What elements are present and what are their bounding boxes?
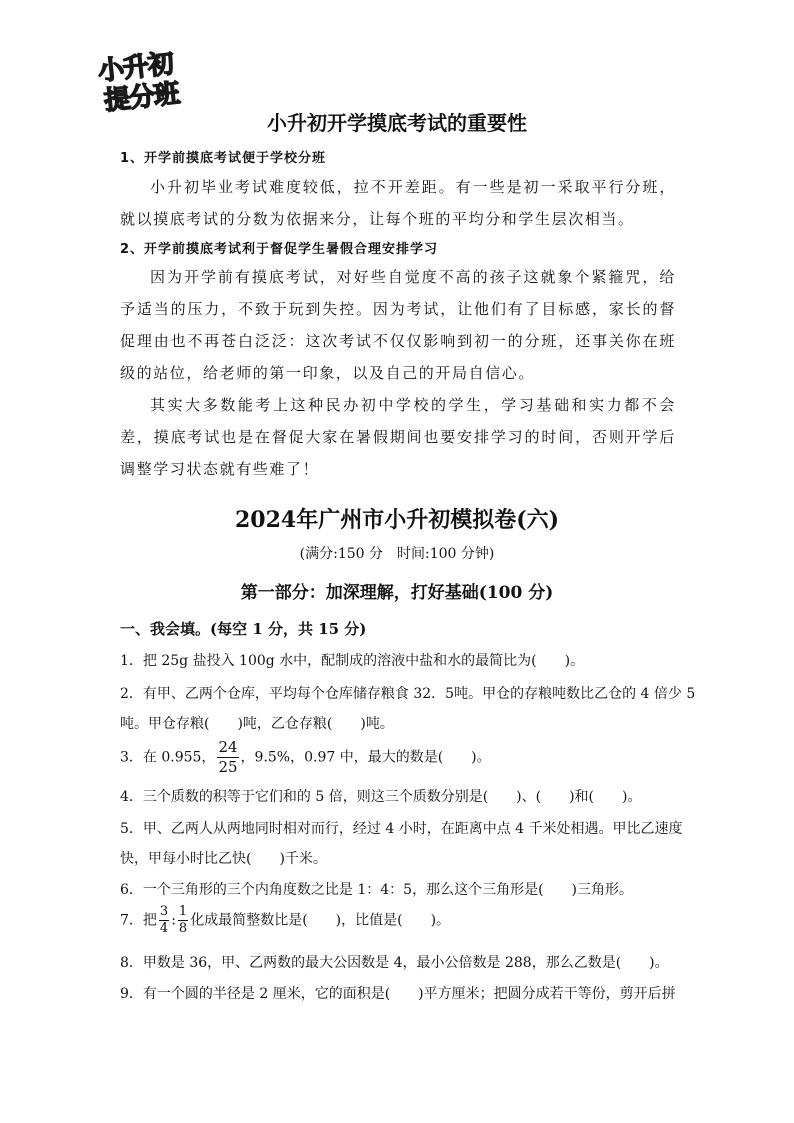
fraction-denominator: 4 bbox=[159, 921, 169, 936]
fraction-numerator: 24 bbox=[218, 738, 238, 756]
question-5-line-2: 快，甲每小时比乙快( )千米。 bbox=[120, 851, 327, 867]
question-7-prefix: 7．把 bbox=[120, 912, 157, 929]
question-9: 9．有一个圆的半径是 2 厘米，它的面积是( )平方厘米；把圆分成若干等份，剪开后拼 bbox=[120, 986, 676, 1002]
question-6: 6．一个三角形的三个内角度数之比是 1：4：5，那么这个三角形是( )三角形。 bbox=[120, 882, 634, 898]
intro-heading-2: 2、开学前摸底考试利于督促学生暑假合理安排学习 bbox=[120, 242, 439, 257]
fraction-3-4 bbox=[159, 904, 169, 937]
question-3 bbox=[120, 738, 680, 777]
question-5-line-1: 5．甲、乙两人从两地同时相对而行，经过 4 小时，在距离中点 4 千米处相遇。甲比乙速度 bbox=[120, 821, 683, 837]
section-title: 一、我会填。(每空 1 分，共 15 分) bbox=[120, 620, 367, 638]
fraction-denominator: 25 bbox=[218, 758, 238, 776]
question-1: 1．把 25g 盐投入 100g 水中，配制成的溶液中盐和水的最简比为( )。 bbox=[120, 653, 585, 669]
question-2-line-2: 吨。甲仓存粮( )吨，乙仓存粮( )吨。 bbox=[120, 716, 394, 732]
exam-subtitle: (满分:150 分 时间:100 分钟) bbox=[299, 546, 495, 562]
logo-line-1: 小升初 bbox=[96, 49, 175, 87]
question-3-suffix: ，9.5%，0.97 中，最大的数是( )。 bbox=[240, 749, 491, 766]
part-title: 第一部分：加深理解，打好基础(100 分) bbox=[240, 583, 554, 603]
question-2-line-1: 2．有甲、乙两个仓库，平均每个仓库储存粮食 32．5吨。甲仓的存粮吨数比乙仓的 4 倍少 5 bbox=[120, 686, 696, 702]
fraction-numerator: 3 bbox=[159, 904, 169, 919]
question-3-prefix: 3．在 0.955， bbox=[120, 749, 216, 766]
intro-heading-1: 1、开学前摸底考试便于学校分班 bbox=[120, 151, 327, 166]
intro-paragraph-2: 因为开学前有摸底考试，对好些自觉度不高的孩子这就象个紧箍咒，给予适当的压力，不致于玩到失控。因为考试，让他们有了目标感，家长的督促理由也不再苍白泛泛：这次考试不仅仅影响到初一的分班，还事关你在班级的站位，给老师的第一印象，以及自己的开局自信心。 bbox=[120, 268, 676, 382]
logo-line-2: 提分班 bbox=[102, 78, 181, 117]
exam-title: 2024年广州市小升初模拟卷(六) bbox=[234, 507, 560, 533]
intro-title: 小升初开学摸底考试的重要性 bbox=[267, 111, 527, 135]
question-7 bbox=[120, 904, 680, 937]
fraction-numerator: 1 bbox=[178, 904, 188, 919]
question-8: 8．甲数是 36，甲、乙两数的最大公因数是 4，最小公倍数是 288，那么乙数是( )。 bbox=[120, 955, 669, 971]
intro-paragraph-1: 小升初毕业考试难度较低，拉不开差距。有一些是初一采取平行分班，就以摸底考试的分数为依据来分，让每个班的平均分和学生层次相当。 bbox=[120, 178, 676, 228]
question-7-suffix: 化成最简整数比是( )，比值是( )。 bbox=[190, 912, 451, 929]
intro-paragraph-3: 其实大多数能考上这种民办初中学校的学生，学习基础和实力都不会差，摸底考试也是在督促大家在暑假期间也要安排学习的时间，否则开学后调整学习状态就有些难了！ bbox=[120, 396, 676, 478]
question-4: 4．三个质数的积等于它们和的 5 倍，则这三个质数分别是( )、( )和( )。 bbox=[120, 789, 642, 805]
fraction-denominator: 8 bbox=[178, 921, 188, 936]
ratio-colon: : bbox=[171, 912, 176, 929]
fraction-24-25 bbox=[217, 738, 238, 777]
fraction-1-8 bbox=[178, 904, 188, 937]
